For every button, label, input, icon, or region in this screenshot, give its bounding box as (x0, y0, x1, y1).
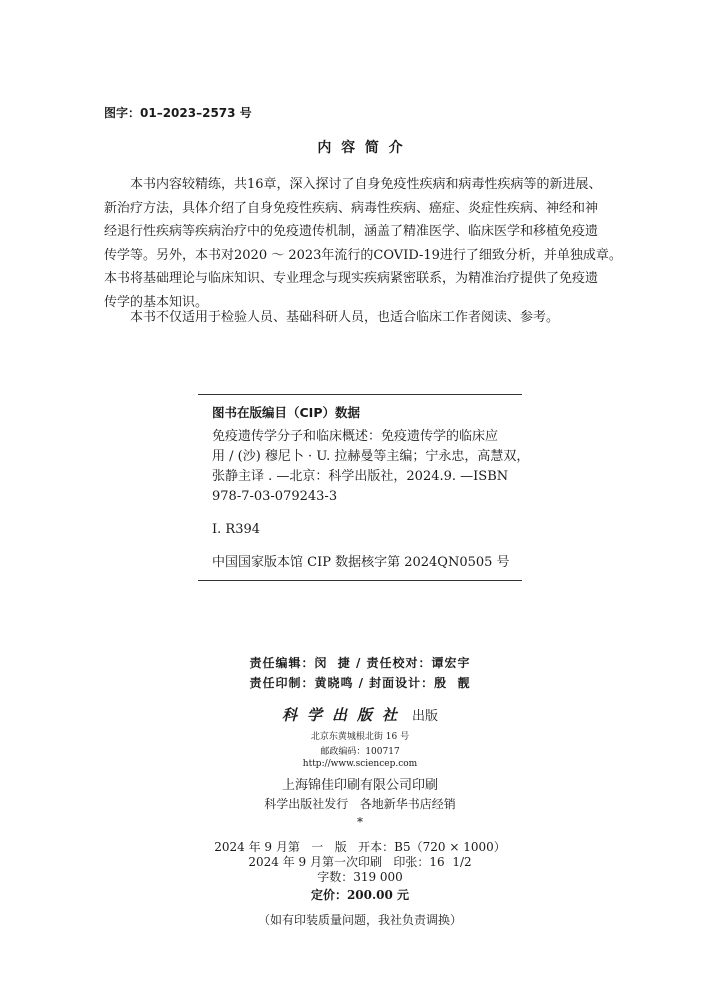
publisher-website: http://www.sciencep.com (302, 759, 418, 769)
cip-line: 张静主译 . —北京：科学出版社，2024.9. —ISBN (212, 469, 509, 484)
cip-line: 用 / (沙) 穆尼卜 · U. 拉赫曼等主编；宁永忠，高慧双， (212, 449, 530, 464)
license-number: 图字：01–2023–2573 号 (104, 106, 252, 120)
printer: 上海锦佳印刷有限公司印刷 (281, 778, 438, 793)
editor-credits: 责任编辑：闵 捷 / 责任校对：谭宏宇 (249, 656, 471, 670)
summary-line: 本书内容较精练，共16章，深入探讨了自身免疫性疾病和病毒性疾病等的新进展、 (130, 177, 602, 192)
publisher-suffix: 出版 (412, 709, 439, 724)
cip-record-number: 中国国家版本馆 CIP 数据核字第 2024QN0505 号 (212, 555, 510, 570)
publisher-line (0, 704, 720, 725)
quality-notice: （如有印装质量问题，我社负责调换） (257, 913, 462, 927)
cip-line: 免疫遗传学分子和临床概述：免疫遗传学的临床应 (212, 429, 499, 444)
cip-title: 图书在版编目（CIP）数据 (212, 405, 360, 420)
summary-line: 新治疗方法，具体介绍了自身免疫性疾病、病毒性疾病、癌症、炎症性疾病、神经和神 (104, 200, 599, 216)
edition-line-1: 2024 年 9 月第 一 版 开本：B5（720 × 1000） (214, 840, 506, 854)
publisher-postcode: 邮政编码：100717 (320, 747, 400, 757)
separator-star: * (357, 815, 363, 829)
production-credits: 责任印制：黄晓鸣 / 封面设计：殷 靓 (249, 676, 471, 690)
edition-line-2: 2024 年 9 月第一次印刷 印张：16 1/2 (248, 855, 472, 869)
summary-line: 经退行性疾病等疾病治疗中的免疫遗传机制，涵盖了精准医学、临床医学和移植免疫遗 (104, 224, 599, 239)
cip-top-rule (198, 394, 522, 395)
summary-paragraph-1 (104, 173, 626, 314)
publisher-logo: 科学出版社 (281, 706, 407, 724)
summary-heading: 内 容 简 介 (317, 140, 403, 156)
price: 定价：200.00 元 (310, 888, 410, 902)
cip-line: 978-7-03-079243-3 (212, 489, 338, 504)
cip-classification: Ⅰ. R394 (212, 522, 261, 537)
word-count: 字数：319 000 (317, 870, 403, 884)
distribution: 科学出版社发行 各地新华书店经销 (264, 797, 456, 811)
summary-line: 传学等。另外，本书对2020 ～ 2023年流行的COVID-19进行了细致分析，并单独成章。 (104, 247, 622, 263)
publisher-address: 北京东黄城根北街 16 号 (310, 732, 410, 742)
summary-paragraph-2: 本书不仅适用于检验人员、基础科研人员，也适合临床工作者阅读、参考。 (130, 310, 560, 325)
cip-bottom-rule (198, 580, 522, 581)
summary-line: 传学的基本知识。 (104, 294, 209, 310)
summary-line: 本书将基础理论与临床知识、专业理念与现实疾病紧密联系，为精准治疗提供了免疫遗 (104, 271, 599, 286)
